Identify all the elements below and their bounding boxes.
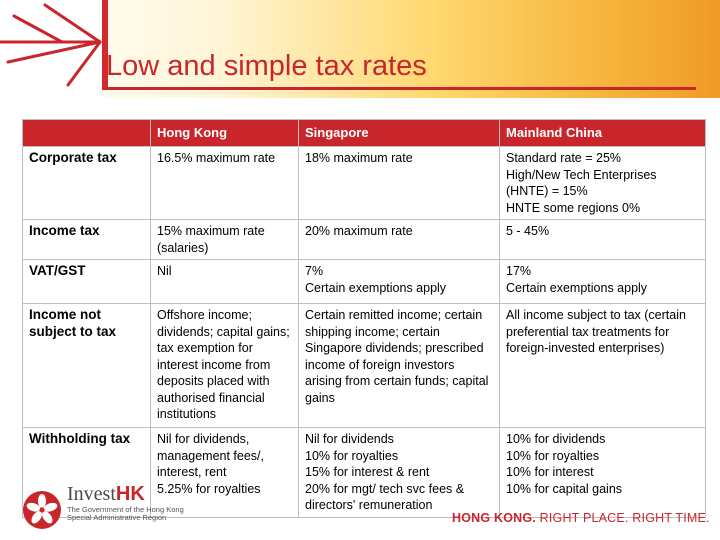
cell-singapore (299, 260, 500, 304)
cell-line: 18% maximum rate (305, 151, 413, 165)
tagline-bold: HONG KONG. (452, 511, 536, 525)
cell-line: 10% for capital gains (506, 481, 623, 496)
cell-line: 20% maximum rate (305, 224, 413, 238)
cell-singapore (299, 147, 500, 220)
cell-hong-kong (151, 220, 299, 260)
cell-mainland-china (500, 147, 706, 220)
table-header-row (23, 120, 706, 147)
cell-line: 15% for interest & rent (305, 465, 430, 479)
cell-line: Certain remitted income; certain shipping income; certain Singapore dividends; prescribed income of foreign investors arising from certain funds; capital gains (305, 308, 489, 405)
cell-singapore (299, 304, 500, 428)
cell-singapore (299, 220, 500, 260)
header-banner (0, 0, 720, 98)
header-blank (23, 120, 151, 147)
cell-line: 10% for royalties (305, 448, 399, 463)
cell-line: 10% for dividends (506, 432, 606, 446)
cell-mainland-china (500, 220, 706, 260)
cell-mainland-china (500, 260, 706, 304)
page-title: Low and simple tax rates (106, 50, 427, 82)
cell-hong-kong (151, 304, 299, 428)
row-label: VAT/GST (23, 260, 151, 304)
row-label: Corporate tax (23, 147, 151, 220)
cell-line: 15% maximum rate (salaries) (157, 224, 265, 255)
cell-line: 20% for mgt/ tech svc fees & directors' remuneration (305, 481, 465, 512)
cell-line: HNTE some regions 0% (506, 200, 641, 215)
row-label: Income not subject to tax (23, 304, 151, 428)
cell-line: Certain exemptions apply (305, 280, 447, 295)
cell-line: 16.5% maximum rate (157, 151, 276, 165)
cell-line: Standard rate = 25% (506, 151, 622, 165)
table-row (23, 304, 706, 428)
cell-line: Nil for dividends (305, 432, 394, 446)
table-row (23, 260, 706, 304)
arrow-logo-icon (0, 0, 104, 98)
header-hong-kong: Hong Kong (151, 120, 299, 147)
header-singapore: Singapore (299, 120, 500, 147)
cell-line: 7% (305, 264, 324, 278)
cell-line: 5.25% for royalties (157, 481, 261, 496)
row-label: Withholding tax (23, 428, 151, 518)
cell-hong-kong (151, 147, 299, 220)
investhk-logo (67, 483, 184, 522)
brand-prefix: Invest (67, 483, 116, 505)
brand-line-2: Special Administrative Region (67, 513, 167, 522)
cell-line: Certain exemptions apply (506, 280, 648, 295)
cell-line: 5 - 45% (506, 224, 550, 238)
cell-line: Nil (157, 264, 172, 278)
cell-line: 10% for royalties (506, 448, 600, 463)
table-row (23, 220, 706, 260)
tagline-rest: RIGHT PLACE. RIGHT TIME. (535, 511, 710, 525)
cell-line: High/New Tech Enterprises (HNTE) = 15% (506, 167, 657, 198)
cell-line: 17% (506, 264, 532, 278)
table-row (23, 147, 706, 220)
brand-line-1: The Government of the Hong Kong (67, 505, 184, 514)
brand-suffix: HK (115, 483, 145, 505)
cell-mainland-china (500, 304, 706, 428)
cell-line: 10% for interest (506, 465, 594, 479)
cell-line: All income subject to tax (certain preferential tax treatments for foreign-invested enterprises) (506, 308, 686, 355)
cell-hong-kong (151, 260, 299, 304)
header-mainland-china: Mainland China (500, 120, 706, 147)
tagline (452, 511, 710, 525)
title-underline (106, 87, 696, 90)
investhk-wordmark (67, 483, 184, 506)
row-label: Income tax (23, 220, 151, 260)
bauhinia-emblem-icon (22, 490, 62, 530)
cell-line: Nil for dividends, management fees/, interest, rent (157, 432, 265, 479)
logo-area (0, 0, 104, 98)
cell-line: Offshore income; dividends; capital gains; tax exemption for interest income from deposits placed with authorised financial institutions (157, 308, 290, 421)
